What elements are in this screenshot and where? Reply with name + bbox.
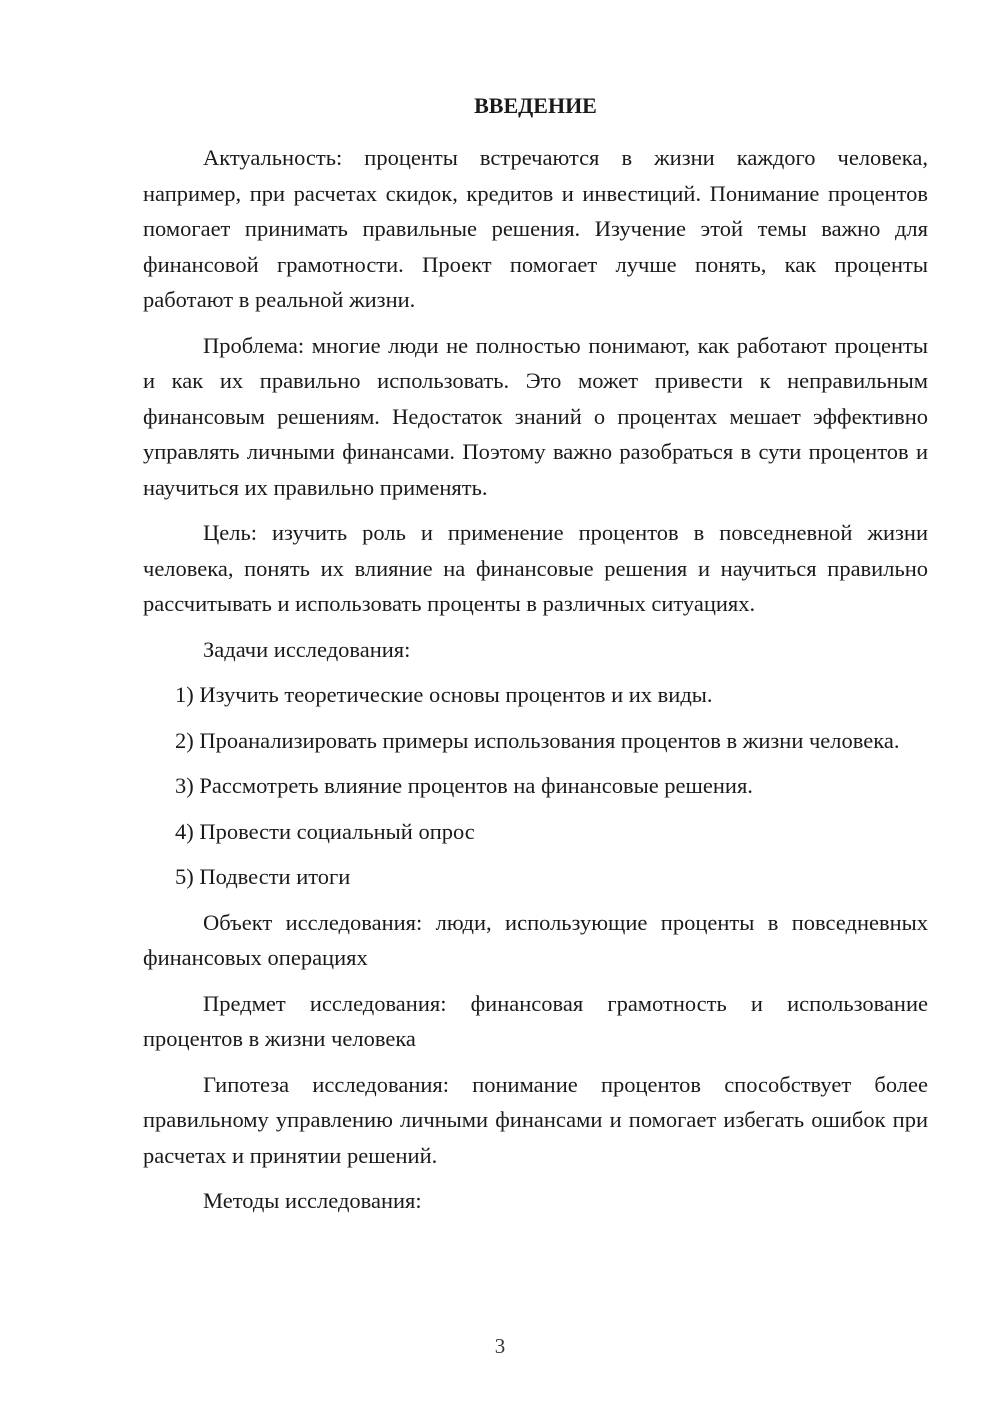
page-number: 3 — [494, 1334, 506, 1358]
task-item-5: 5) Подвести итоги — [175, 864, 351, 889]
paragraph-hypothesis: Гипотеза исследования: понимание процентов способствует более правильному управлению личными финансами и помогает избегать ошибок при расчетах и принятии решений. — [143, 1071, 928, 1168]
methods-heading: Методы исследования: — [203, 1188, 422, 1213]
tasks-heading: Задачи исследования: — [203, 636, 411, 662]
task-item-4: 4) Провести социальный опрос — [175, 818, 475, 844]
paragraph-subject: Предмет исследования: финансовая грамотность и использование процентов в жизни человека — [143, 990, 928, 1051]
paragraph-relevance: Актуальность: проценты встречаются в жизни каждого человека, например, при расчетах скидок, кредитов и инвестиций. Понимание процентов помогает принимать правильные решения. Изучение этой темы важно для финансовой грамотности. Проект помогает лучше понять, как проценты работают в реальной жизни. — [143, 145, 928, 312]
paragraph-goal: Цель: изучить роль и применение процентов в повседневной жизни человека, понять их влияние на финансовые решения и научиться правильно рассчитывать и использовать проценты в различных ситуациях. — [143, 520, 928, 616]
document-page — [143, 92, 928, 1219]
task-item-2: 2) Проанализировать примеры использования процентов в жизни человека. — [175, 727, 900, 753]
paragraph-problem: Проблема: многие люди не полностью понимают, как работают проценты и как их правильно использовать. Это может привести к неправильным финансовым решениям. Недостаток знаний о процентах мешает эффективно управлять личными финансами. Поэтому важно разобраться в сути процентов и научиться их правильно применять. — [143, 332, 928, 500]
task-item-1: 1) Изучить теоретические основы процентов и их виды. — [175, 682, 713, 707]
task-item-3: 3) Рассмотреть влияние процентов на финансовые решения. — [175, 773, 753, 798]
page-title: ВВЕДЕНИЕ — [474, 93, 597, 118]
paragraph-object: Объект исследования: люди, использующие проценты в повседневных финансовых операциях — [143, 909, 928, 970]
